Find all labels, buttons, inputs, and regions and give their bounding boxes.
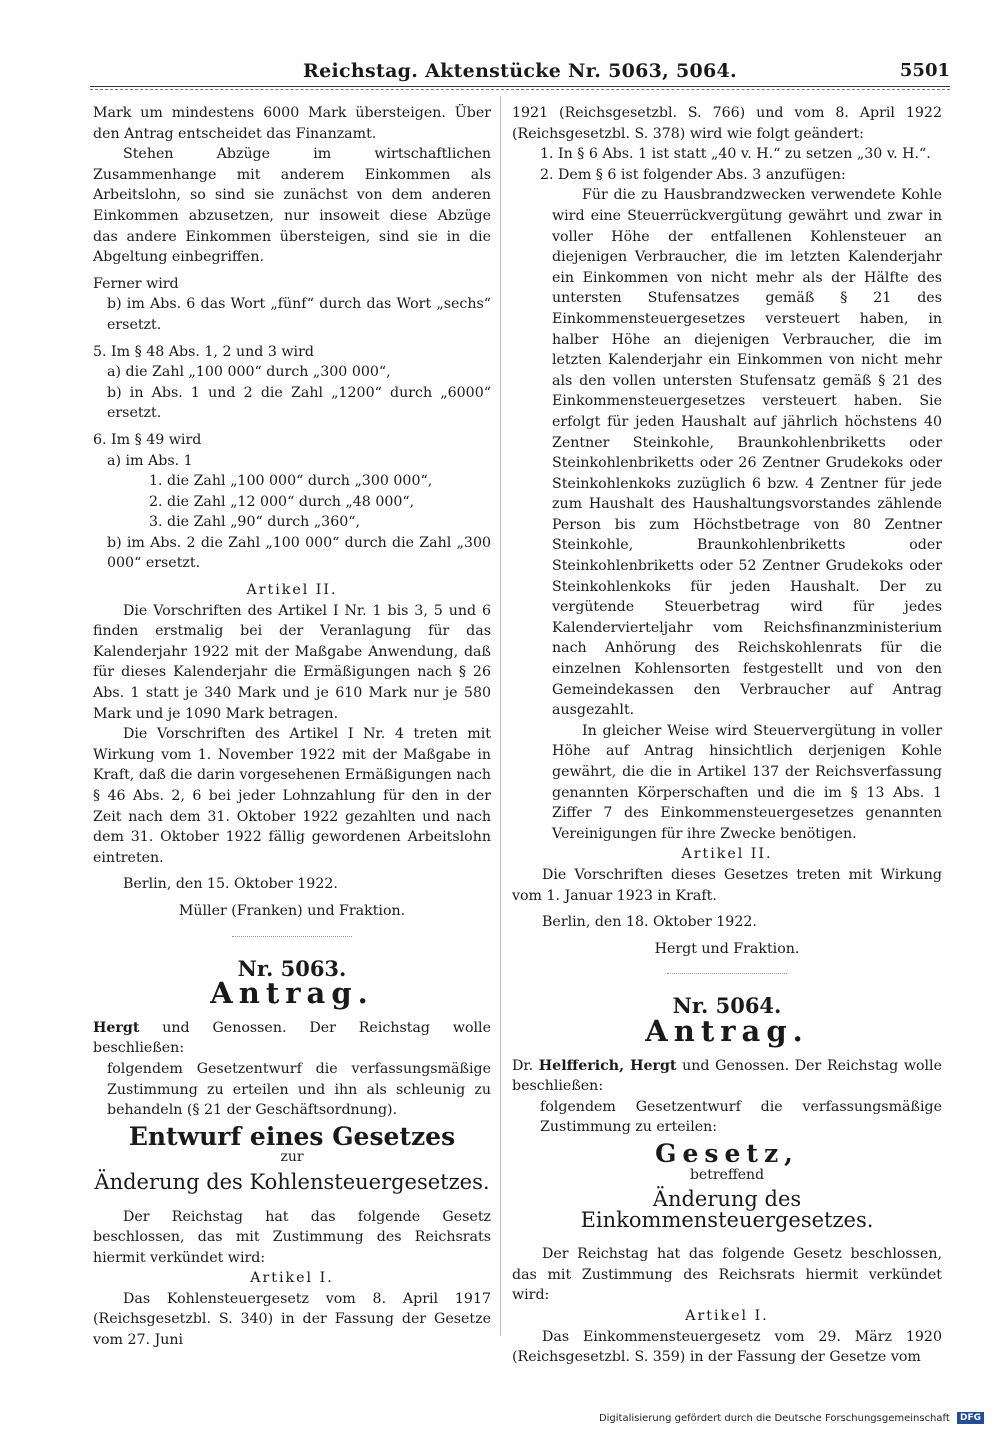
dfg-logo: DFG bbox=[957, 1412, 984, 1424]
page-header bbox=[90, 56, 950, 92]
list-item: 6. Im § 49 wird bbox=[93, 431, 202, 448]
paragraph: Die Vorschriften des Artikel I Nr. 4 treten mit Wirkung vom 1. November 1922 mit der Maßgabe in Kraft, daß die darin vorgesehenen Ermäßigungen nach § 46 Abs. 2, 6 bei jeder Lohnzahlung für den in der Zeit nach dem 31. Oktober 1922 gezahlten und nach dem 31. Oktober 1922 fällig gewordenen Arbeitslohn eintreten. bbox=[93, 726, 491, 866]
list-item: 1. die Zahl „100 000“ durch „300 000“, bbox=[149, 473, 433, 490]
paragraph: Stehen Abzüge im wirtschaftlichen Zusammenhange mit anderem Einkommen als Arbeitslohn, so sind sie zunächst von dem anderen Einkommen abzusetzen, nur insoweit diese Abzüge das andere Einkommen übersteigen, sind sie in die Abgeltung einbegriffen. bbox=[93, 146, 491, 266]
list-item: b) in Abs. 1 und 2 die Zahl „1200“ durch „6000“ ersetzt. bbox=[107, 384, 491, 422]
list-item: b) im Abs. 6 das Wort „fünf“ durch das Wort „sechs“ ersetzt. bbox=[107, 296, 491, 333]
artikel-heading: Artikel II. bbox=[681, 846, 773, 863]
quoted-paragraph: Für die zu Hausbrandzwecken verwendete Kohle wird eine Steuerrückvergütung gewährt und zwar in voller Höhe der entfallenen Kohlensteuer an diejenigen Verbraucher, die im letzten Kalenderjahr ein Einkommen von nicht mehr als der Hälfte des untersten Stufensatzes gemäß § 21 des Einkommensteuergesetzes versteuert haben, in halber Höhe an diejenigen Verbraucher, die im letzten Kalenderjahr ein Einkommen von nicht mehr als den vollen untersten Stufensatz gemäß § 21 des Einkommensteuergesetzes versteuert haben. Sie erfolgt für jeden Haushalt auf jährlich höchstens 40 Zentner Steinkohle, Braunkohlenbriketts oder Steinkohlenbriketts oder 26 Zentner Grudekoks oder Steinkohlenkoks zuzüglich 6 bzw. 4 Zentner für jede zum Haushalt des Haushaltungsvorstandes zählende Person bis zum Höchstbetrage von 80 Zentner Steinkohle, Braunkohlenbriketts oder Steinkohlenbriketts oder 52 Zentner Grudekoks oder Steinkohlenkoks für jeden Haushalt. Der zu vergütende Steuerbetrag wird für jedes Kalendervierteljahr vom Reichsfinanzministerium nach Anhörung des Reichskohlenrats für die einzelnen Kohlensorten festgestellt und von den Gemeindekassen den Verbraucher auf Antrag ausgezahlt. bbox=[552, 187, 942, 719]
right-column bbox=[512, 103, 942, 1368]
list-item: 3. die Zahl „90“ durch „360“, bbox=[149, 514, 361, 531]
enactment-clause: Der Reichstag hat das folgende Gesetz beschlossen, das mit Zustimmung des Reichsrats hiermit verkündet wird: bbox=[512, 1246, 942, 1304]
header-title: Reichstag. Aktenstücke Nr. 5063, 5064. bbox=[303, 60, 737, 82]
title-connector: zur bbox=[280, 1149, 304, 1166]
law-title: Gesetz, bbox=[655, 1138, 799, 1168]
artikel-heading: Artikel I. bbox=[685, 1308, 769, 1325]
list-item: 2. die Zahl „12 000“ durch „48 000“, bbox=[149, 493, 415, 510]
paragraph: 1921 (Reichsgesetzbl. S. 766) und vom 8. April 1922 (Reichsgesetzbl. S. 378) wird wie folgt geändert: bbox=[512, 105, 942, 142]
list-item: 2. Dem § 6 ist folgender Abs. 3 anzufügen: bbox=[540, 166, 846, 183]
law-subtitle: Änderung des Einkommensteuergesetzes. bbox=[580, 1187, 874, 1232]
intro-line: Dr. Helfferich, Hergt und Genossen. Der Reichstag wolle beschließen: bbox=[512, 1057, 942, 1095]
document-number: Nr. 5063. bbox=[237, 955, 347, 981]
law-title: Entwurf eines Gesetzes bbox=[128, 1121, 456, 1151]
signature: Hergt und Fraktion. bbox=[654, 940, 800, 957]
intro-line: Hergt und Genossen. Der Reichstag wolle beschließen: bbox=[93, 1019, 491, 1057]
paragraph: Die Vorschriften des Artikel I Nr. 1 bis 3, 5 und 6 finden erstmalig bei der Veranlagung für das Kalenderjahr 1922 mit der Maßgabe Anwendung, daß für dieses Kalenderjahr die Ermäßigungen nach § 26 Abs. 1 statt je 340 Mark und je 610 Mark nur je 580 Mark und je 1090 Mark betragen. bbox=[93, 602, 491, 722]
header-rule bbox=[90, 86, 950, 87]
digitization-credit bbox=[599, 1412, 984, 1424]
left-column bbox=[93, 103, 491, 1351]
antrag-heading: Antrag. bbox=[645, 1013, 809, 1048]
list-item: a) die Zahl „100 000“ durch „300 000“, bbox=[107, 364, 391, 381]
enactment-clause: Der Reichstag hat das folgende Gesetz beschlossen, das mit Zustimmung des Reichsrats hiermit verkündet wird: bbox=[93, 1208, 491, 1266]
footer-text: Digitalisierung gefördert durch die Deutsche Forschungsgemeinschaft bbox=[598, 1413, 950, 1424]
date-line: Berlin, den 18. Oktober 1922. bbox=[542, 914, 757, 931]
column-divider bbox=[500, 96, 501, 1336]
date-line: Berlin, den 15. Oktober 1922. bbox=[123, 876, 338, 893]
list-item: b) im Abs. 2 die Zahl „100 000“ durch die Zahl „300 000“ ersetzt. bbox=[107, 534, 491, 572]
intro-body: folgendem Gesetzentwurf die verfassungsmäßige Zustimmung zu erteilen: bbox=[540, 1098, 942, 1136]
paragraph: Ferner wird bbox=[93, 275, 179, 292]
header-rule-dashed bbox=[90, 89, 950, 90]
quoted-paragraph: In gleicher Weise wird Steuervergütung in voller Höhe auf Antrag hinsichtlich derjenigen Kohle gewährt, die die in Artikel 137 der Reichsverfassung genannten Körperschaften und die im § 13 Abs. 1 Ziffer 7 des Einkommensteuergesetzes genannten Vereinigungen für ihre Zwecke benötigen. bbox=[552, 722, 942, 842]
antrag-heading: Antrag. bbox=[210, 976, 374, 1011]
artikel-heading: Artikel II. bbox=[246, 582, 338, 599]
law-subtitle: Änderung des Kohlensteuergesetzes. bbox=[94, 1169, 490, 1194]
paragraph: Die Vorschriften dieses Gesetzes treten mit Wirkung vom 1. Januar 1923 in Kraft. bbox=[512, 866, 942, 904]
list-item: 5. Im § 48 Abs. 1, 2 und 3 wird bbox=[93, 343, 314, 360]
page-number: 5501 bbox=[899, 60, 950, 81]
list-item: a) im Abs. 1 bbox=[107, 452, 193, 469]
paragraph: Mark um mindestens 6000 Mark übersteigen. Über den Antrag entscheidet das Finanzamt. bbox=[93, 105, 491, 142]
intro-body: folgendem Gesetzentwurf die verfassungsmäßige Zustimmung zu erteilen und ihn als schleunig zu behandeln (§ 21 der Geschäftsordnung). bbox=[107, 1060, 491, 1119]
document-number: Nr. 5064. bbox=[672, 993, 782, 1019]
title-connector: betreffend bbox=[689, 1166, 765, 1183]
applicant-name: Hergt bbox=[93, 1019, 140, 1036]
artikel-heading: Artikel I. bbox=[250, 1270, 334, 1287]
list-item: 1. In § 6 Abs. 1 ist statt „40 v. H.“ zu setzen „30 v. H.“. bbox=[540, 146, 931, 163]
paragraph: Das Kohlensteuergesetz vom 8. April 1917 (Reichsgesetzbl. S. 340) in der Fassung der Gesetze vom 27. Juni bbox=[93, 1290, 491, 1349]
signature: Müller (Franken) und Fraktion. bbox=[178, 902, 406, 919]
paragraph: Das Einkommensteuergesetz vom 29. März 1920 (Reichsgesetzbl. S. 359) in der Fassung der Gesetze vom bbox=[512, 1328, 942, 1366]
applicant-names: Helfferich, Hergt bbox=[538, 1057, 677, 1074]
